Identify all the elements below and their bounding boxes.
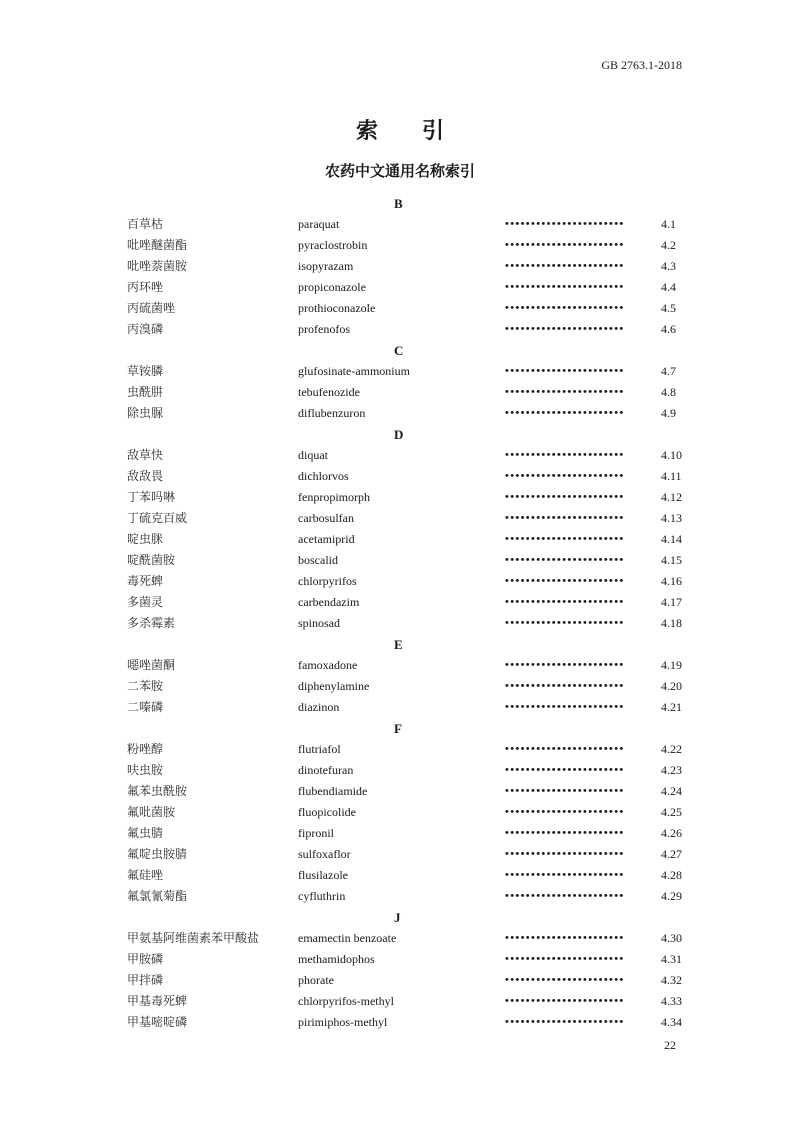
index-entry [0,928,800,949]
chinese-name: 甲氨基阿维菌素苯甲酸盐 [127,931,260,945]
chinese-name: 多杀霉素 [127,616,176,630]
chinese-name: 丁苯吗啉 [127,490,176,504]
clause-reference: 4.8 [661,385,676,399]
index-entry [0,760,800,781]
english-name: diazinon [298,700,340,714]
chinese-name: 丙溴磷 [127,322,164,336]
english-name: chlorpyrifos [298,574,357,588]
leader-dots: ••••••••••••••••••••••• [505,890,625,902]
clause-reference: 4.9 [661,406,676,420]
index-entry [0,676,800,697]
english-name: glufosinate-ammonium [298,364,410,378]
clause-reference: 4.34 [661,1015,682,1029]
chinese-name: 吡唑醚菌酯 [127,238,188,252]
clause-reference: 4.33 [661,994,682,1008]
chinese-name: 丁硫克百威 [127,511,188,525]
clause-reference: 4.27 [661,847,682,861]
leader-dots: ••••••••••••••••••••••• [505,953,625,965]
index-entry [0,613,800,634]
chinese-name: 甲拌磷 [127,973,164,987]
english-name: flutriafol [298,742,341,756]
clause-reference: 4.32 [661,973,682,987]
clause-reference: 4.14 [661,532,682,546]
clause-reference: 4.22 [661,742,682,756]
english-name: fluopicolide [298,805,356,819]
chinese-name: 丙环唑 [127,280,164,294]
leader-dots: ••••••••••••••••••••••• [505,701,625,713]
english-name: prothioconazole [298,301,376,315]
section-letter: J [394,910,401,925]
chinese-name: 敌敌畏 [127,469,164,483]
english-name: emamectin benzoate [298,931,397,945]
english-name: propiconazole [298,280,366,294]
leader-dots: ••••••••••••••••••••••• [505,554,625,566]
english-name: chlorpyrifos-methyl [298,994,394,1008]
chinese-name: 氟硅唑 [127,868,164,882]
leader-dots: ••••••••••••••••••••••• [505,512,625,524]
section-letter: B [394,196,403,211]
english-name: flusilazole [298,868,348,882]
english-name: sulfoxaflor [298,847,351,861]
leader-dots: ••••••••••••••••••••••• [505,323,625,335]
index-entry [0,697,800,718]
clause-reference: 4.24 [661,784,682,798]
index-entry [0,592,800,613]
chinese-name: 啶酰菌胺 [127,553,176,567]
english-name: famoxadone [298,658,358,672]
leader-dots: ••••••••••••••••••••••• [505,848,625,860]
index-entry [0,256,800,277]
section-letter: C [394,343,404,358]
leader-dots: ••••••••••••••••••••••• [505,239,625,251]
chinese-name: 吡唑萘菌胺 [127,259,188,273]
leader-dots: ••••••••••••••••••••••• [505,407,625,419]
index-entry [0,529,800,550]
page-title [0,114,800,145]
index-entry [0,403,800,424]
leader-dots: ••••••••••••••••••••••• [505,596,625,608]
index-entry [0,571,800,592]
leader-dots: ••••••••••••••••••••••• [505,281,625,293]
english-name: cyfluthrin [298,889,346,903]
index-entry [0,739,800,760]
chinese-name: 多菌灵 [127,595,164,609]
chinese-name: 草铵膦 [127,364,164,378]
clause-reference: 4.13 [661,511,682,525]
index-entry [0,235,800,256]
leader-dots: ••••••••••••••••••••••• [505,764,625,776]
chinese-name: 甲基嘧啶磷 [127,1015,188,1029]
english-name: carbendazim [298,595,360,609]
clause-reference: 4.5 [661,301,676,315]
standard-code: GB 2763.1-2018 [601,58,682,72]
leader-dots: ••••••••••••••••••••••• [505,533,625,545]
index-entry [0,487,800,508]
leader-dots: ••••••••••••••••••••••• [505,659,625,671]
index-entry [0,655,800,676]
chinese-name: 甲基毒死蜱 [127,994,188,1008]
leader-dots: ••••••••••••••••••••••• [505,470,625,482]
clause-reference: 4.21 [661,700,682,714]
index-entry [0,949,800,970]
index-entry [0,214,800,235]
english-name: diphenylamine [298,679,370,693]
leader-dots: ••••••••••••••••••••••• [505,1016,625,1028]
chinese-name: 氟氯氰菊酯 [127,889,188,903]
clause-reference: 4.11 [661,469,682,483]
index-entry [0,298,800,319]
english-name: boscalid [298,553,338,567]
english-name: fenpropimorph [298,490,370,504]
leader-dots: ••••••••••••••••••••••• [505,974,625,986]
leader-dots: ••••••••••••••••••••••• [505,218,625,230]
clause-reference: 4.26 [661,826,682,840]
chinese-name: 丙硫菌唑 [127,301,176,315]
leader-dots: ••••••••••••••••••••••• [505,260,625,272]
page-title-left: 索 [355,119,378,144]
clause-reference: 4.20 [661,679,682,693]
chinese-name: 毒死蜱 [127,574,164,588]
clause-reference: 4.25 [661,805,682,819]
clause-reference: 4.7 [661,364,676,378]
section-letter: E [394,637,403,652]
chinese-name: 甲胺磷 [127,952,164,966]
index-entry [0,508,800,529]
english-name: profenofos [298,322,350,336]
page-title-right: 引 [422,119,445,144]
chinese-name: 呋虫胺 [127,763,164,777]
index-subtitle: 农药中文通用名称索引 [324,162,475,180]
index-entry [0,823,800,844]
english-name: pyraclostrobin [298,238,368,252]
index-entry [0,886,800,907]
chinese-name: 氟啶虫胺腈 [127,847,188,861]
english-name: pirimiphos-methyl [298,1015,388,1029]
clause-reference: 4.1 [661,217,676,231]
leader-dots: ••••••••••••••••••••••• [505,806,625,818]
clause-reference: 4.6 [661,322,676,336]
english-name: diflubenzuron [298,406,366,420]
clause-reference: 4.28 [661,868,682,882]
index-entry [0,319,800,340]
clause-reference: 4.17 [661,595,682,609]
section-letter: F [394,721,402,736]
leader-dots: ••••••••••••••••••••••• [505,575,625,587]
index-entry [0,802,800,823]
clause-reference: 4.29 [661,889,682,903]
english-name: diquat [298,448,328,462]
index-entry [0,970,800,991]
index-entry [0,445,800,466]
index-entry [0,550,800,571]
index-entry [0,781,800,802]
clause-reference: 4.15 [661,553,682,567]
section-letter: D [394,427,404,442]
clause-reference: 4.3 [661,259,676,273]
english-name: spinosad [298,616,340,630]
chinese-name: 敌草快 [127,448,164,462]
english-name: dinotefuran [298,763,354,777]
english-name: carbosulfan [298,511,354,525]
english-name: fipronil [298,826,334,840]
index-entry [0,277,800,298]
leader-dots: ••••••••••••••••••••••• [505,302,625,314]
clause-reference: 4.31 [661,952,682,966]
leader-dots: ••••••••••••••••••••••• [505,995,625,1007]
chinese-name: 二嗪磷 [127,700,164,714]
index-entry [0,844,800,865]
leader-dots: ••••••••••••••••••••••• [505,617,625,629]
leader-dots: ••••••••••••••••••••••• [505,449,625,461]
index-entry [0,466,800,487]
index-entry [0,382,800,403]
clause-reference: 4.4 [661,280,676,294]
clause-reference: 4.10 [661,448,682,462]
chinese-name: 除虫脲 [127,406,164,420]
chinese-name: 百草枯 [127,217,164,231]
chinese-name: 氟吡菌胺 [127,805,176,819]
clause-reference: 4.12 [661,490,682,504]
english-name: isopyrazam [298,259,354,273]
chinese-name: 氟苯虫酰胺 [127,784,188,798]
leader-dots: ••••••••••••••••••••••• [505,386,625,398]
clause-reference: 4.19 [661,658,682,672]
english-name: acetamiprid [298,532,355,546]
clause-reference: 4.2 [661,238,676,252]
english-name: flubendiamide [298,784,368,798]
english-name: paraquat [298,217,340,231]
index-entry [0,361,800,382]
chinese-name: 二苯胺 [127,679,164,693]
pesticide-index [0,193,800,1033]
index-entry [0,1012,800,1033]
english-name: tebufenozide [298,385,360,399]
clause-reference: 4.30 [661,931,682,945]
chinese-name: 粉唑醇 [127,742,164,756]
chinese-name: 氟虫腈 [127,826,164,840]
english-name: dichlorvos [298,469,349,483]
index-entry [0,865,800,886]
leader-dots: ••••••••••••••••••••••• [505,491,625,503]
chinese-name: 虫酰肼 [127,385,164,399]
leader-dots: ••••••••••••••••••••••• [505,743,625,755]
clause-reference: 4.23 [661,763,682,777]
english-name: phorate [298,973,334,987]
chinese-name: 啶虫脒 [127,532,164,546]
chinese-name: 噁唑菌酮 [127,658,176,672]
clause-reference: 4.16 [661,574,682,588]
clause-reference: 4.18 [661,616,682,630]
page-number: 22 [664,1038,676,1052]
leader-dots: ••••••••••••••••••••••• [505,680,625,692]
leader-dots: ••••••••••••••••••••••• [505,365,625,377]
leader-dots: ••••••••••••••••••••••• [505,785,625,797]
leader-dots: ••••••••••••••••••••••• [505,869,625,881]
index-entry [0,991,800,1012]
leader-dots: ••••••••••••••••••••••• [505,932,625,944]
english-name: methamidophos [298,952,375,966]
leader-dots: ••••••••••••••••••••••• [505,827,625,839]
